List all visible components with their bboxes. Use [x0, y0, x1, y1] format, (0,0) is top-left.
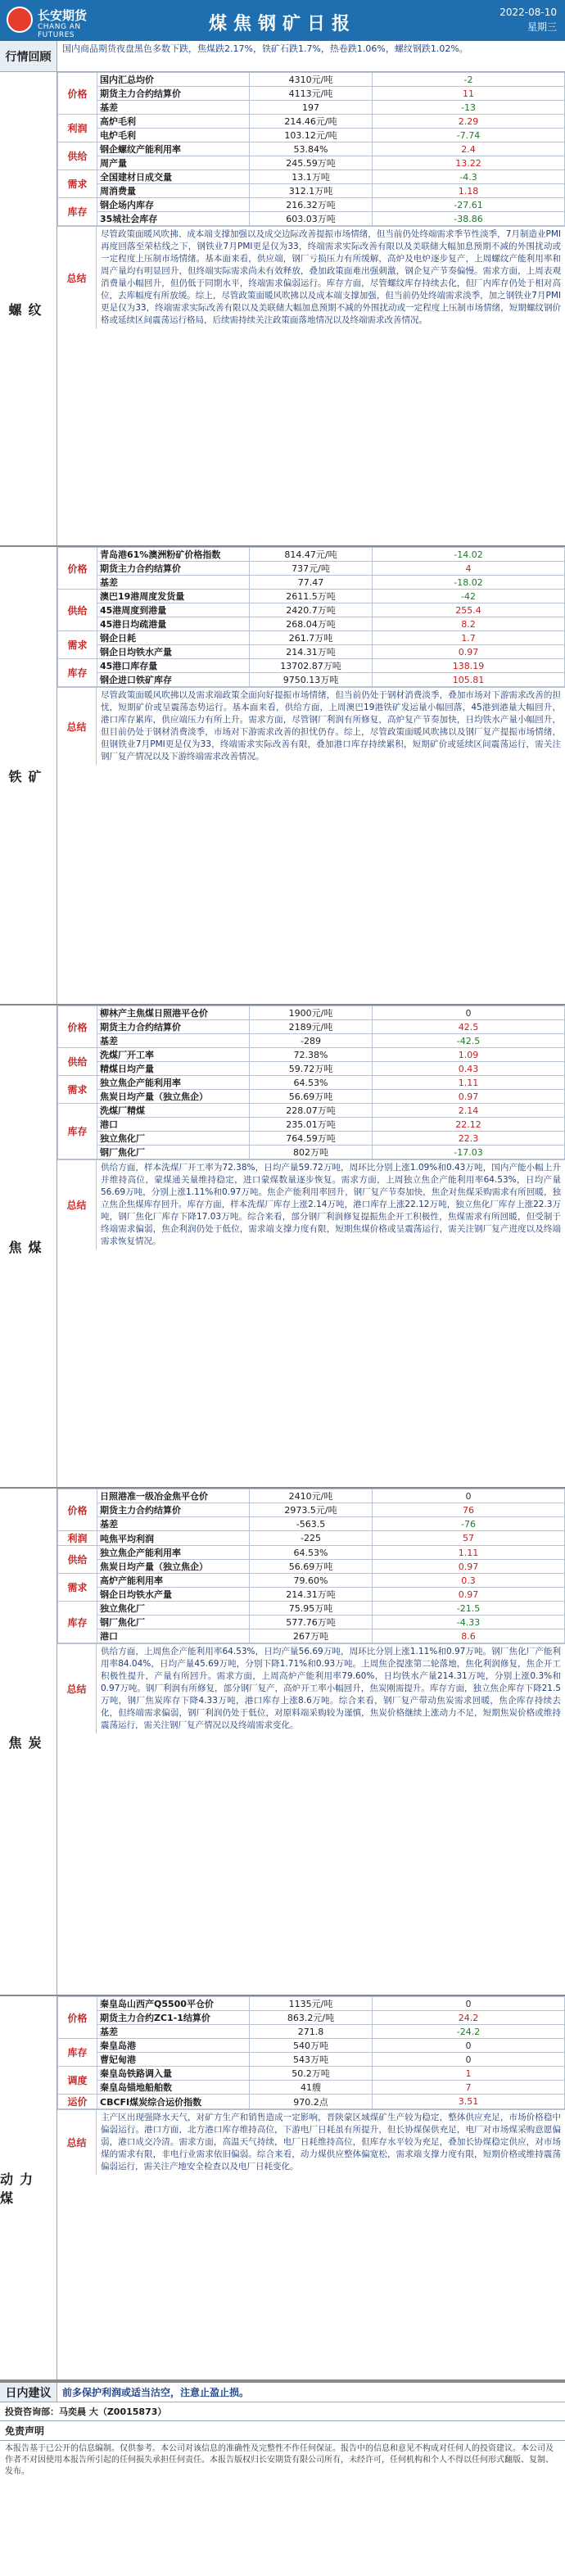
cell-name: 周产量 [97, 156, 250, 170]
section-title: 焦炭 [0, 1489, 57, 1995]
table-row [58, 1118, 565, 1132]
cell-val: 13702.87万吨 [250, 659, 373, 673]
cell-name: 35城社会库存 [97, 212, 250, 226]
table-row [58, 673, 565, 687]
cell-name: 国内汇总均价 [97, 73, 250, 87]
cell-chg: 0 [373, 2053, 565, 2067]
cell-val: 41艘 [250, 2081, 373, 2095]
table-row [58, 1090, 565, 1104]
advice-text: 前多保护利润或适当沽空，注意止盈止损。 [62, 2387, 250, 2398]
cell-val: -563.5 [250, 1517, 373, 1531]
cell-name: 基差 [97, 101, 250, 115]
cell-chg: -17.03 [373, 1146, 565, 1159]
cell-name: 期货主力合约ZC1-1结算价 [97, 2011, 250, 2025]
cell-chg: 42.5 [373, 1020, 565, 1034]
cell-chg: 22.3 [373, 1132, 565, 1146]
table-row [58, 1560, 565, 1574]
cell-name: 钢企日均铁水产量 [97, 645, 250, 659]
cell-val: 802万吨 [250, 1146, 373, 1159]
cell-chg: 1.09 [373, 1048, 565, 1062]
cell-name: 45港口库存量 [97, 659, 250, 673]
cell-chg: 255.4 [373, 603, 565, 617]
cell-val: 9750.13万吨 [250, 673, 373, 687]
table-row [58, 1020, 565, 1034]
cell-name: 基差 [97, 2025, 250, 2039]
cell-name: 澳巴19港周度发货量 [97, 590, 250, 603]
table-row [58, 1503, 565, 1517]
cell-chg: 0.43 [373, 1062, 565, 1076]
cell-chg: 4 [373, 562, 565, 576]
cell-chg: 0 [373, 2039, 565, 2053]
cell-val: 216.32万吨 [250, 198, 373, 212]
cell-chg: 2.4 [373, 142, 565, 156]
section-title: 铁矿 [0, 547, 57, 1004]
cell-name: 港口 [97, 1629, 250, 1643]
cell-chg: -18.02 [373, 576, 565, 590]
cell-chg: -2 [373, 73, 565, 87]
table-row [58, 2081, 565, 2095]
table-row [58, 1997, 565, 2011]
cell-val: 103.12元/吨 [250, 129, 373, 142]
cell-name: 独立焦企产能利用率 [97, 1546, 250, 1560]
cell-chg: 8.2 [373, 617, 565, 631]
cell-val: 2611.5万吨 [250, 590, 373, 603]
cell-name: 高炉产能利用率 [97, 1574, 250, 1588]
summary-label: 总结 [57, 2110, 97, 2175]
cell-chg: 1.11 [373, 1076, 565, 1090]
cell-name: 周消费量 [97, 184, 250, 198]
cell-name: 独立焦化厂 [97, 1602, 250, 1616]
table-row [58, 1006, 565, 1020]
table-row [58, 576, 565, 590]
cell-chg: 1 [373, 2067, 565, 2081]
cell-val: 75.95万吨 [250, 1602, 373, 1616]
section-title: 焦煤 [0, 1006, 57, 1487]
table-row [58, 1616, 565, 1629]
category-label: 运价 [58, 2095, 97, 2109]
cell-name: 期货主力合约结算价 [97, 1020, 250, 1034]
cell-val: 540万吨 [250, 2039, 373, 2053]
section-body [57, 1489, 565, 1995]
cell-chg: -13 [373, 101, 565, 115]
table-row [58, 2053, 565, 2067]
cell-name: 秦皇岛港 [97, 2039, 250, 2053]
date-text: 2022-08-10 [499, 7, 557, 18]
cell-name: 青岛港61%澳洲粉矿价格指数 [97, 548, 250, 562]
cell-name: 基差 [97, 1517, 250, 1531]
indicator-table [57, 1996, 565, 2109]
cell-chg: 105.81 [373, 673, 565, 687]
table-row [58, 142, 565, 156]
cell-name: 高炉毛利 [97, 115, 250, 129]
category-label: 价格 [58, 73, 97, 115]
cell-chg: 0 [373, 1997, 565, 2011]
cell-chg: -42.5 [373, 1034, 565, 1048]
market-review-label: 行情回顾 [0, 41, 57, 71]
cell-chg: 13.22 [373, 156, 565, 170]
disclaimer-text: 本报告基于已公开的信息编制。仅供参考。本公司对该信息的准确性及完整性不作任何保证。报告中的信息和意见不构成对任何人的投资建议。本公司及作者不对因使用本报告所引起的任何损失承担任何责任。本报告版权归长安期货有限公司所有，未经许可，任何机构和个人不得以任何形式翻版、复制、发布。 [5, 2444, 554, 2476]
category-label: 库存 [58, 1602, 97, 1643]
table-row [58, 1489, 565, 1503]
cell-val: 268.04万吨 [250, 617, 373, 631]
section-3 [0, 1489, 565, 1996]
cell-name: 期货主力合约结算价 [97, 87, 250, 101]
cell-name: 精煤日均产量 [97, 1062, 250, 1076]
cell-val: 64.53% [250, 1076, 373, 1090]
category-label: 供给 [58, 590, 97, 631]
table-row [58, 101, 565, 115]
cell-chg: 0.97 [373, 1560, 565, 1574]
table-row [58, 2011, 565, 2025]
cell-chg: -4.3 [373, 170, 565, 184]
table-row [58, 2067, 565, 2081]
category-label: 价格 [58, 548, 97, 590]
table-row [58, 1146, 565, 1159]
cell-chg: 57 [373, 1531, 565, 1546]
cell-name: 港口 [97, 1118, 250, 1132]
cell-chg: 1.11 [373, 1546, 565, 1560]
cell-name: 日照港准一级冶金焦平仓价 [97, 1489, 250, 1503]
cell-val: 214.31万吨 [250, 645, 373, 659]
category-label: 利润 [58, 1531, 97, 1546]
summary-text: 供给方面，样本洗煤厂开工率为72.38%，日均产量59.72万吨，周环比分别上涨1.09%和0.43万吨，国内产能小幅上升并维持高位，蒙煤通关量维持稳定，进口蒙煤数量逐步恢复。需求方面，上周独立焦企产能利用率64.53%，日均产量56.69万吨，分别上涨1.11%和0.97万吨。焦企产能利用率回升，钢厂复产节奏加快，焦企对焦煤采购需求有所回暖，独立焦企焦煤库存回升。库存方面，样本洗煤厂库存上涨2.14万吨，港口库存上涨22.12万吨，独立焦化厂库存上涨22.3万吨，钢厂焦化厂库存下降17.03万吨。综合来看，部分钢厂利润修复提振焦企开工积极性，焦煤需求有所回暖，但受制于终端需求偏弱，焦企利润仍处于低位，需求端支撑力度有限，短期焦煤价格或呈震荡运行，需关注钢厂复产进度以及终端需求恢复情况。 [101, 1163, 561, 1246]
category-label: 库存 [58, 198, 97, 226]
cell-name: 钢厂焦化厂 [97, 1616, 250, 1629]
summary-label: 总结 [57, 1160, 97, 1250]
cell-name: 柳林产主焦煤日照港平仓价 [97, 1006, 250, 1020]
cell-chg: 0.97 [373, 1588, 565, 1602]
table-row [58, 1076, 565, 1090]
cell-name: 焦炭日均产量（独立焦企） [97, 1560, 250, 1574]
cell-name: 钢厂焦化厂 [97, 1146, 250, 1159]
category-label: 供给 [58, 1048, 97, 1076]
advice-label: 日内建议 [0, 2383, 57, 2402]
cell-name: 独立焦化厂 [97, 1132, 250, 1146]
cell-val: 4113元/吨 [250, 87, 373, 101]
cell-name: 基差 [97, 576, 250, 590]
cell-name: 秦皇岛山西产Q5500平仓价 [97, 1997, 250, 2011]
table-row [58, 617, 565, 631]
category-label: 库存 [58, 1104, 97, 1159]
cell-chg: 138.19 [373, 659, 565, 673]
indicator-table [57, 547, 565, 687]
cell-val: 863.2元/吨 [250, 2011, 373, 2025]
cell-name: 期货主力合约结算价 [97, 1503, 250, 1517]
cell-chg: -76 [373, 1517, 565, 1531]
cell-val: 53.84% [250, 142, 373, 156]
category-label: 需求 [58, 1574, 97, 1602]
cell-val: 64.53% [250, 1546, 373, 1560]
cell-chg: 22.12 [373, 1118, 565, 1132]
market-review-text: 国内商品期货夜盘黑色多数下跌，焦煤跌2.17%，铁矿石跌1.7%，热卷跌1.06%，螺纹钢跌1.02%。 [62, 43, 468, 54]
indicator-table [57, 1489, 565, 1643]
table-row [58, 115, 565, 129]
analyst-line: 投资咨询部：马奕晨 大（Z0015873） [0, 2402, 565, 2421]
table-row [58, 2025, 565, 2039]
section-body [57, 1006, 565, 1487]
cell-val: 235.01万吨 [250, 1118, 373, 1132]
summary-text: 尽管政策面暖风吹拂以及需求端政策全面向好提振市场情绪，但当前仍处于钢材消费淡季，叠加市场对下游需求改善的担忧，短期矿价或呈震荡态势运行。基本面来看，供给方面，上周澳巴19港铁矿发运量小幅回落，45港到港量大幅回升，港口库存累库，供应端压力有所上升。需求方面，尽管钢厂利润有所修复，高炉复产节奏加快，日均铁水产量小幅回升，但目前仍处于钢材消费淡季，市场对下游需求改善的担忧仍存。综上，尽管政策面暖风吹拂以及钢厂复产提振市场情绪，但钢铁业7月PMI更是仅为33，终端需求实际改善有限，叠加港口库存持续累积，短期矿价或延续区间震荡运行，需关注钢厂复产情况以及下游终端需求改善情况。 [101, 690, 561, 762]
cell-val: 970.2点 [250, 2095, 373, 2109]
cell-chg: -27.61 [373, 198, 565, 212]
cell-name: 电炉毛利 [97, 129, 250, 142]
category-label: 库存 [58, 659, 97, 687]
report-date [499, 5, 557, 34]
summary-text: 尽管政策面暖风吹拂、成本端支撑加强以及成交边际改善提振市场情绪，但当前仍处终端需求季节性淡季，7月制造业PMI再度回落至荣枯线之下，钢铁业7月PMI更是仅为33，终端需求实际改善有限以及美联储大幅加息预期不减的外围扰动或一定程度上压制市场情绪。基本面来看，供应端，钢厂亏损压力有所缓解，高炉及电炉逐步复产，上周螺纹产能利用率和周产量均有明显回升，但终端实际需求尚未有效释放，叠加政策面难出强刺激，钢企复产节奏偏慢。需求方面，上周表观消费量小幅回升，但仍低于同期水平，终端需求偏弱运行。库存方面，尽管螺纹库存持续去化，但厂内库存仍处于相对高位，去库幅度有所放缓。综上，尽管政策面暖风吹拂以及成本端支撑加强，但当前仍处终端需求淡季，加之钢铁业7月PMI更是仅为33，终端需求实际改善有限以及美联储大幅加息预期不减的外围扰动或一定程度上压制市场情绪，短期螺纹钢价格或延续区间震荡运行格局，后续需持续关注政策面落地情况以及终端需求改善情况。 [101, 229, 561, 325]
category-label: 价格 [58, 1006, 97, 1048]
table-row [58, 1132, 565, 1146]
table-row [58, 73, 565, 87]
cell-val: 56.69万吨 [250, 1090, 373, 1104]
cell-val: 2410元/吨 [250, 1489, 373, 1503]
cell-val: 214.46元/吨 [250, 115, 373, 129]
cell-val: 197 [250, 101, 373, 115]
section-body [57, 547, 565, 1004]
intraday-advice [0, 2381, 565, 2402]
cell-val: 2189元/吨 [250, 1020, 373, 1034]
cell-chg: -42 [373, 590, 565, 603]
cell-val: 245.59万吨 [250, 156, 373, 170]
cell-name: 钢企日均铁水产量 [97, 1588, 250, 1602]
summary-block [57, 226, 565, 328]
table-row [58, 1629, 565, 1643]
table-row [58, 2039, 565, 2053]
cell-chg: -38.86 [373, 212, 565, 226]
table-row [58, 2095, 565, 2109]
cell-val: 4310元/吨 [250, 73, 373, 87]
cell-chg: 0 [373, 1489, 565, 1503]
section-title: 动力煤 [0, 1996, 57, 2379]
category-label: 调度 [58, 2067, 97, 2095]
cell-chg: 1.18 [373, 184, 565, 198]
logo-cn: 长安期货 [38, 8, 88, 23]
cell-chg: -7.74 [373, 129, 565, 142]
cell-name: 45港周度到港量 [97, 603, 250, 617]
cell-name: 独立焦企产能利用率 [97, 1076, 250, 1090]
table-row [58, 1104, 565, 1118]
cell-val: 814.47元/吨 [250, 548, 373, 562]
table-row [58, 129, 565, 142]
cell-val: -225 [250, 1531, 373, 1546]
cell-val: 59.72万吨 [250, 1062, 373, 1076]
disclaimer-title: 免责声明 [0, 2421, 565, 2441]
cell-val: 79.60% [250, 1574, 373, 1588]
summary-label: 总结 [57, 227, 97, 328]
cell-name: 基差 [97, 1034, 250, 1048]
table-row [58, 1034, 565, 1048]
cell-val: 72.38% [250, 1048, 373, 1062]
cell-val: 1900元/吨 [250, 1006, 373, 1020]
cell-chg: 3.51 [373, 2095, 565, 2109]
category-label: 需求 [58, 170, 97, 198]
logo-en: CHANG AN FUTURES [38, 23, 81, 39]
cell-val: 577.76万吨 [250, 1616, 373, 1629]
table-row [58, 184, 565, 198]
cell-val: 13.1万吨 [250, 170, 373, 184]
summary-block [57, 687, 565, 765]
report-header [0, 0, 565, 41]
table-row [58, 1048, 565, 1062]
section-0 [0, 72, 565, 547]
table-row [58, 1517, 565, 1531]
table-row [58, 603, 565, 617]
cell-chg: 0.97 [373, 1090, 565, 1104]
summary-block [57, 1159, 565, 1250]
table-row [58, 1588, 565, 1602]
category-label: 需求 [58, 1076, 97, 1104]
cell-val: 543万吨 [250, 2053, 373, 2067]
cell-chg: 7 [373, 2081, 565, 2095]
cell-chg: 24.2 [373, 2011, 565, 2025]
cell-val: 603.03万吨 [250, 212, 373, 226]
category-label: 供给 [58, 1546, 97, 1574]
table-row [58, 87, 565, 101]
cell-name: 焦炭日均产量（独立焦企） [97, 1090, 250, 1104]
cell-name: 曹妃甸港 [97, 2053, 250, 2067]
indicator-table [57, 1006, 565, 1159]
cell-chg: 2.14 [373, 1104, 565, 1118]
cell-name: 期货主力合约结算价 [97, 562, 250, 576]
table-row [58, 156, 565, 170]
cell-name: 钢企进口铁矿库存 [97, 673, 250, 687]
section-title: 螺纹 [0, 72, 57, 545]
cell-chg: -4.33 [373, 1616, 565, 1629]
table-row [58, 562, 565, 576]
cell-name: 秦皇岛铁路调入量 [97, 2067, 250, 2081]
category-label: 库存 [58, 2039, 97, 2067]
cell-name: 洗煤厂开工率 [97, 1048, 250, 1062]
report-title: 煤焦钢矿日报 [208, 14, 356, 34]
cell-val: 50.2万吨 [250, 2067, 373, 2081]
table-row [58, 1531, 565, 1546]
category-label: 价格 [58, 1489, 97, 1531]
cell-name: CBCFI煤炭综合运价指数 [97, 2095, 250, 2109]
cell-chg: 0.3 [373, 1574, 565, 1588]
table-row [58, 198, 565, 212]
summary-label: 总结 [57, 1644, 97, 1733]
section-body [57, 72, 565, 545]
cell-name: 钢企场内库存 [97, 198, 250, 212]
summary-block [57, 1643, 565, 1733]
cell-chg: -21.5 [373, 1602, 565, 1616]
table-row [58, 1574, 565, 1588]
summary-block [57, 2109, 565, 2175]
cell-name: 钢企日耗 [97, 631, 250, 645]
indicator-table [57, 72, 565, 226]
cell-val: 77.47 [250, 576, 373, 590]
cell-name: 秦皇岛锚地船舶数 [97, 2081, 250, 2095]
category-label: 供给 [58, 142, 97, 170]
cell-name: 钢企螺纹产能利用率 [97, 142, 250, 156]
cell-chg: -24.2 [373, 2025, 565, 2039]
cell-name: 45港日均疏港量 [97, 617, 250, 631]
cell-name: 吨焦平均利润 [97, 1531, 250, 1546]
table-row [58, 590, 565, 603]
table-row [58, 1602, 565, 1616]
cell-chg: 2.29 [373, 115, 565, 129]
cell-val: 2420.7万吨 [250, 603, 373, 617]
cell-val: 267万吨 [250, 1629, 373, 1643]
cell-chg: 76 [373, 1503, 565, 1517]
table-row [58, 212, 565, 226]
cell-val: 1135元/吨 [250, 1997, 373, 2011]
summary-label: 总结 [57, 688, 97, 765]
table-row [58, 659, 565, 673]
table-row [58, 1546, 565, 1560]
cell-val: 737元/吨 [250, 562, 373, 576]
section-2 [0, 1006, 565, 1489]
section-body [57, 1996, 565, 2379]
cell-chg: -14.02 [373, 548, 565, 562]
table-row [58, 1062, 565, 1076]
cell-chg: 0 [373, 1006, 565, 1020]
cell-val: -289 [250, 1034, 373, 1048]
cell-name: 洗煤厂精煤 [97, 1104, 250, 1118]
table-row [58, 631, 565, 645]
cell-chg: 8.6 [373, 1629, 565, 1643]
table-row [58, 170, 565, 184]
cell-val: 2973.5元/吨 [250, 1503, 373, 1517]
cell-val: 312.1万吨 [250, 184, 373, 198]
cell-name: 全国建材日成交量 [97, 170, 250, 184]
cell-val: 56.69万吨 [250, 1560, 373, 1574]
cell-val: 764.59万吨 [250, 1132, 373, 1146]
cell-val: 271.8 [250, 2025, 373, 2039]
section-1 [0, 547, 565, 1006]
category-label: 需求 [58, 631, 97, 659]
commodity-sections [0, 72, 565, 2381]
cell-chg: 0.97 [373, 645, 565, 659]
cell-chg: 11 [373, 87, 565, 101]
market-review [0, 41, 565, 72]
cell-chg: 1.7 [373, 631, 565, 645]
weekday-text: 星期三 [527, 21, 557, 33]
category-label: 价格 [58, 1997, 97, 2039]
section-4 [0, 1996, 565, 2381]
cell-val: 214.31万吨 [250, 1588, 373, 1602]
cell-val: 261.7万吨 [250, 631, 373, 645]
category-label: 利润 [58, 115, 97, 142]
summary-text: 供给方面，上周焦企产能利用率64.53%，日均产量56.69万吨，周环比分别上涨1.11%和0.97万吨。钢厂焦化厂产能利用率84.04%，日均产量45.69万吨，分别下降1.71%和0.93万吨。上周焦企提涨第二轮落地，焦化利润修复，焦企开工积极性提升，产量有所回升。需求方面，上周高炉产能利用率79.60%，日均铁水产量214.31万吨，分别上涨0.3%和0.97万吨。钢厂利润有所修复，部分钢厂复产，高炉开工率小幅回升，焦炭刚需提升。库存方面，独立焦企库存下降21.5万吨，钢厂焦炭库存下降4.33万吨，港口库存上涨8.6万吨。综合来看，钢厂复产带动焦炭需求回暖，焦企库存持续去化，但终端需求偏弱，钢厂利润仍处于低位，对原料端采购较为谨慎，焦炭价格继续上涨动力不足，短期焦炭价格或维持震荡运行，需关注钢厂复产情况以及终端需求变化。 [101, 1647, 561, 1730]
cell-val: 228.07万吨 [250, 1104, 373, 1118]
summary-text: 主产区出现强降水天气，对矿方生产和销售造成一定影响，晋陕蒙区域煤矿生产较为稳定，整体供应充足，市场价格稳中偏弱运行。港口方面，北方港口库存维持高位，下游电厂日耗虽有所提升，但长协煤保供充足，电厂对市场煤采购意愿偏弱，港口成交冷清。需求方面，高温天气持续，电厂日耗维持高位，但库存水平较为充足，叠加长协煤稳定供应，对市场煤的需求有限，非电行业需求依旧偏弱。综合来看，动力煤供应整体偏宽松，需求端支撑力度有限，短期价格或维持震荡偏弱运行，需关注产地安全检查以及电厂日耗变化。 [101, 2113, 561, 2172]
table-row [58, 548, 565, 562]
table-row [58, 645, 565, 659]
